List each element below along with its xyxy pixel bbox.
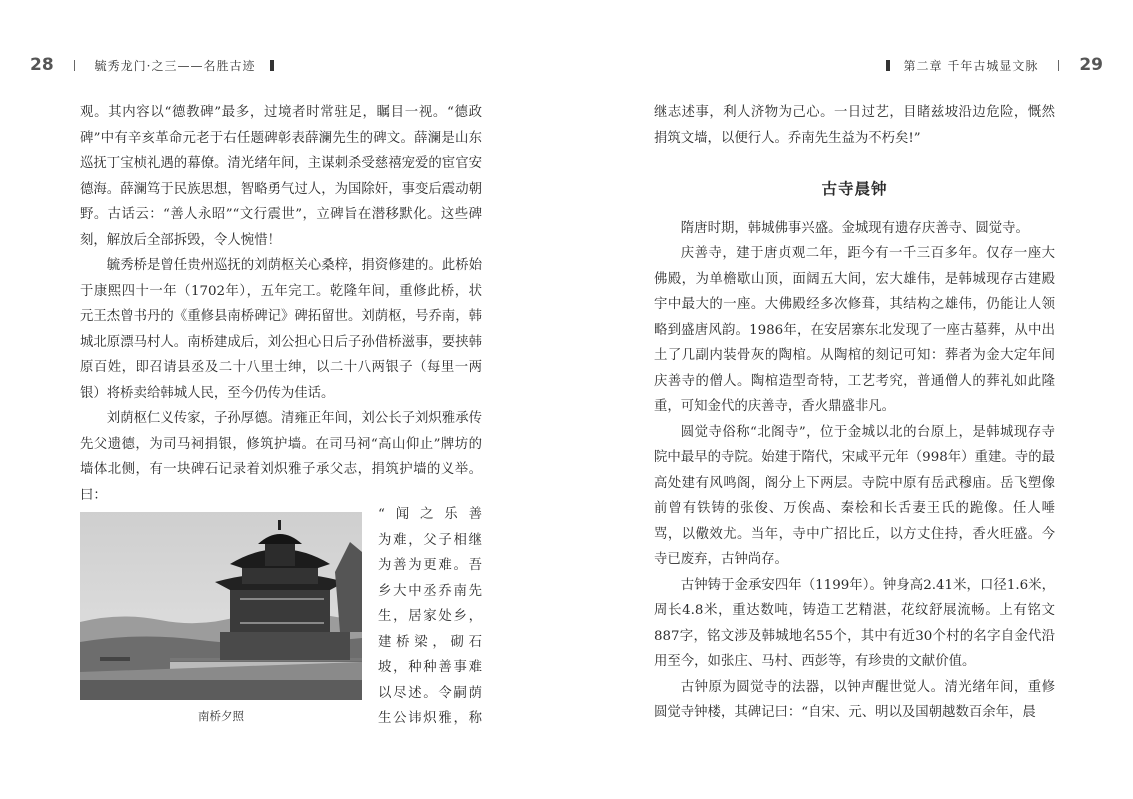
right-page-header xyxy=(872,52,1104,78)
header-marker xyxy=(270,60,274,71)
paragraph: 古钟原为圆觉寺的法器，以钟声醒世觉人。清光绪年间，重修圆觉寺钟楼，其碑记曰：“自宋、元、明以及国朝越数百余年，晨 xyxy=(654,679,1055,720)
photo-caption: 南桥夕照 xyxy=(198,709,244,723)
right-body-text xyxy=(654,100,1055,726)
pavilion-photo-image xyxy=(80,512,362,700)
paragraph: 继志述事，利人济物为己心。一日过艺，目睹兹坡沿边危险，慨然捐筑文墙，以便行人。乔南先生益为不朽矣!” xyxy=(654,105,1055,146)
header-divider xyxy=(74,60,75,71)
side-text-line: 建桥梁，砌石 xyxy=(378,634,482,650)
page-number-left: 28 xyxy=(30,55,54,75)
side-text-line: 坡，种种善事难 xyxy=(378,660,482,675)
left-page-header xyxy=(30,52,288,78)
running-title-left: 毓秀龙门·之三——名胜古迹 xyxy=(94,58,256,73)
side-text-line: “闻之乐善 xyxy=(378,507,482,522)
paragraph: 刘荫枢仁义传家，子孙厚德。清雍正年间，刘公长子刘炽雅承传先父遗德，为司马祠捐银，修筑护墙。在司马祠“高山仰止”牌坊的墙体北侧，有一块碑石记录着刘炽雅子承父志，捐筑护墙的义举。曰： xyxy=(80,411,482,503)
paragraph: 毓秀桥是曾任贵州巡抚的刘荫枢关心桑梓，捐资修建的。此桥始于康熙四十一年（1702年），五年完工。乾隆年间，重修此桥，状元王杰曾书丹的《重修县南桥碑记》碑拓留世。刘荫枢，号乔南，韩城北原漂马村人。南桥建成后，刘公担心日后子孙借桥滋事，要挟韩原百姓，即召请县丞及二十八里士绅，以二十八两银子（每里一两银）将桥卖给韩城人民，至今仍传为佳话。 xyxy=(80,258,482,401)
left-body-text xyxy=(80,100,482,508)
side-text-line: 为善为更难。吾 xyxy=(378,558,482,573)
side-text-line: 乡大中丞乔南先 xyxy=(378,583,482,599)
left-page xyxy=(0,0,566,799)
header-divider xyxy=(1058,60,1059,71)
side-text-line: 生公讳炽雅，称 xyxy=(378,711,482,726)
running-title-right: 第二章 千年古城显文脉 xyxy=(903,58,1039,73)
paragraph: 庆善寺，建于唐贞观二年，距今有一千三百多年。仅存一座大佛殿，为单檐歇山顶，面阔五大间，宏大雄伟，是韩城现存古建殿宇中最大的一座。大佛殿经多次修葺，其结构之雄伟，仍能让人领略到盛唐风韵。1986年，在安居寨东北发现了一座古墓葬，从中出土了几副内装骨灰的陶棺。从陶棺的刻记可知：葬者为金大定年间庆善寺的僧人。陶棺造型奇特，工艺考究，普通僧人的葬礼如此隆重，可知金代的庆善寺，香火鼎盛非凡。 xyxy=(654,246,1055,414)
header-marker xyxy=(886,60,890,71)
side-text-line: 以尽述。令嗣荫 xyxy=(378,685,482,701)
right-page xyxy=(566,0,1133,799)
section-title: 古寺晨钟 xyxy=(821,179,888,198)
paragraph: 古钟铸于金承安四年（1199年）。钟身高2.41米，口径1.6米，周长4.8米，重达数吨，铸造工艺精湛，花纹舒展流畅。上有铭文887字，铭文涉及韩城地名55个，其中有近30个村的名字自金代沿用至今，如张庄、马村、西彭等，有珍贵的文献价值。 xyxy=(654,577,1055,669)
page-number-right: 29 xyxy=(1079,55,1103,75)
side-text-line: 生，居家处乡， xyxy=(378,609,482,624)
paragraph: 观。其内容以“德教碑”最多，过境者时常驻足，瞩目一视。“德政碑”中有辛亥革命元老于右任题碑彰表薛澜先生的碑文。薛澜是山东巡抚丁宝桢礼遇的幕僚。清光绪年间，主谋刺杀受慈禧宠爱的宦官安德海。薛澜笃于民族思想，智略勇气过人，为国除奸，事变后震动朝野。古话云：“善人永昭”“文行震世”，立碑旨在潜移默化。这些碑刻，解放后全部拆毁，令人惋惜！ xyxy=(80,105,482,248)
photo-south-bridge xyxy=(80,512,362,700)
side-text-column xyxy=(378,502,482,732)
paragraph: 圆觉寺俗称“北阁寺”，位于金城以北的台原上，是韩城现存寺院中最早的寺院。始建于隋代，宋咸平元年（998年）重建。寺的最高处建有风鸣阁，阁分上下两层。寺院中原有岳武穆庙。岳飞塑像前曾有铁铸的张俊、万俟卨、秦桧和长舌妻王氏的跪像。任人唾骂，以儆效尤。当年，寺中广招比丘，以方丈住持，香火旺盛。今寺已废弃，古钟尚存。 xyxy=(654,424,1055,567)
side-text-line: 为难，父子相继 xyxy=(378,532,482,548)
paragraph: 隋唐时期，韩城佛事兴盛。金城现有遗存庆善寺、圆觉寺。 xyxy=(680,220,1029,236)
